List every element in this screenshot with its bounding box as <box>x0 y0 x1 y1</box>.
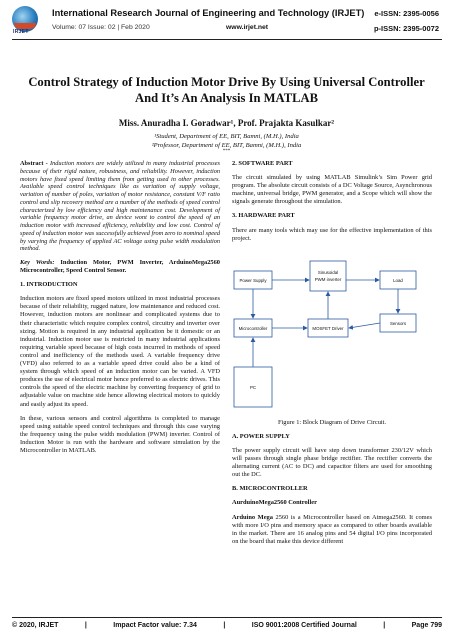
irjet-logo-text: IRJET <box>13 29 29 35</box>
volume-issue: Volume: 07 Issue: 02 | Feb 2020 <box>52 24 150 31</box>
arduino-heading: AurduinoMega2560 Controller <box>232 499 317 507</box>
arrow-sensors-to-driver <box>349 323 380 328</box>
footer-rule <box>12 617 442 618</box>
left-column <box>20 160 220 461</box>
p-issn: p-ISSN: 2395-0072 <box>373 24 439 33</box>
microcontroller-heading: B. MICROCONTROLLER <box>232 485 308 493</box>
software-paragraph: The circuit simulated by using MATLAB Simulink’s Sim Power grid program. The absolute circuit consists of a DC Voltage Source, Asynchronous machine, universal bridge, PWM generator, and a Scope which will show the signals generate throughout the simulation. <box>232 174 432 206</box>
label-microcontroller: Microcontroller <box>238 325 268 331</box>
label-load: Load <box>393 277 403 283</box>
affiliation-1: ¹Student, Department of EE, BIT, Bamni, (M.H.), India <box>154 133 299 140</box>
footer-sep-1: | <box>84 622 87 629</box>
keywords-text: Induction Motor, PWM Inverter, ArduinoMega2560 Microcontroller, Speed Control Sensor. <box>20 259 220 275</box>
right-column <box>232 160 432 552</box>
abstract-text: Induction motors are widely utilized in many industrial processes because of their rigid nature, robustness, and reliability. However, induction motors have fixed speed limiting them from getting used in other processes. Available speed control techniques like as variation of supply voltage, variation of number of poles, variation of motor resistance, constant V/F ratio control and slip recovery method are a number of the methods of speed control characterized by low efficiency and high maintenance cost. Development of variable frequency motor drive, an device wont to control the speed of an induction motor with increased efficiency, reliability and low cost. Control of speed of induction motor was successfully achieved from zero to nominal speed by varying the frequency of applied AC voltage using pulse width modulation method. <box>20 160 221 253</box>
footer-sep-3: | <box>383 622 386 629</box>
journal-name: International Research Journal of Engineering and Technology (IRJET) <box>52 8 365 18</box>
header-rule <box>12 39 442 40</box>
software-heading: 2. SOFTWARE PART <box>232 160 293 167</box>
label-mosfet: MOSFET Driver <box>312 325 344 331</box>
arduino-paragraph <box>232 514 432 546</box>
keywords-label: Key Words: <box>20 259 55 266</box>
label-inverter: Sinusoidal <box>317 269 339 275</box>
label-inverter-2: PWM inverter <box>314 276 342 282</box>
intro-heading: 1. INTRODUCTION <box>20 281 78 289</box>
footer-copyright: © 2020, IRJET <box>12 622 59 629</box>
label-sensors: Sensors <box>389 320 407 326</box>
intro-paragraph-2: In these, various sensors and control algorithms is completed to manage speed using suitable speed control techniques and through this case varying the frequency using the pulse width modulation (PWM) inverter. Control of Induction Motor is run with the hardware and software simulation by the Microcontroller in MATLAB. <box>20 414 220 454</box>
affiliation-2: ²Professor, Department of EE, BIT, Bamni, (M.H.), India <box>151 142 302 149</box>
footer-impact: Impact Factor value: 7.34 <box>113 622 197 629</box>
footer-iso: ISO 9001:2008 Certified Journal <box>251 622 357 629</box>
block-diagram <box>232 249 432 415</box>
e-issn: e-ISSN: 2395-0056 <box>374 9 439 18</box>
footer-page: Page 799 <box>411 622 442 629</box>
keywords <box>20 259 220 275</box>
arduino-text: 2560 is a Microcontroller based on Atmega2560. It comes with more I/O pins and memory space as compared to other boards available in the market. There are 16 analog pins and 54 digital I/O pins incorporated on the board that make this device different <box>232 513 432 545</box>
power-supply-paragraph: The power supply circuit will have step down transformer 230/12V which will passes through single phase bridge rectifier. The rectifier converts the alternating current (AC to DC) and capacitor filters are used for smoothing out the DC. <box>232 446 432 479</box>
journal-website: www.irjet.net <box>226 24 269 31</box>
paper-title: Control Strategy of Induction Motor Drive By Using Universal Controller And It’s An Analysis In MATLAB <box>28 75 425 105</box>
label-power-supply: Power Supply <box>239 277 267 283</box>
label-pc: PC <box>249 384 257 390</box>
hardware-heading: 3. HARDWARE PART <box>232 212 295 220</box>
abstract <box>20 160 220 253</box>
page-footer <box>12 622 442 629</box>
hardware-paragraph: There are many tools which may use for the effective implementation of this project. <box>232 226 432 242</box>
intro-paragraph-1: Induction motors are fixed speed motors utilized in most industrial processes because of their reliability, rugged nature, low maintenance and reduced cost. However, induction motors are nonlinear and complicated systems due to their characteristic which require complex control, circuitry and inverter over sizing. Motion is required in any industrial application be it domestic or an industrial. Induction motor use is restricted in many industrial applications requiring variable speed because of high costs incurred in methods of speed control and inefficiency of the methods used. A variable frequency drive (VFD) also referred to as a variable speed drive could also be a kind of system through which speed of an induction motor can be varied. A VFD produces the use of electrical motor hence preferred to as electric drives. This controls the speed of the electric machine by converting frequency of grid to adjustable value on machine side hence allowing electrical motors to quickly and easily adjust its speed. <box>20 295 220 408</box>
abstract-label: Abstract - <box>20 160 48 167</box>
footer-sep-2: | <box>223 622 226 629</box>
separator-stars: *** <box>20 149 433 154</box>
power-supply-heading: A. POWER SUPPLY <box>232 432 290 440</box>
block-diagram-figure <box>232 249 432 415</box>
arduino-lead: Arduino Mega <box>232 513 273 521</box>
inverter-block <box>310 261 346 291</box>
paper-authors: Miss. Anuradha I. Goradwar¹, Prof. Prajakta Kasulkar² <box>118 118 335 128</box>
figure-caption: Figure 1: Block Diagram of Drive Circuit. <box>277 418 387 426</box>
